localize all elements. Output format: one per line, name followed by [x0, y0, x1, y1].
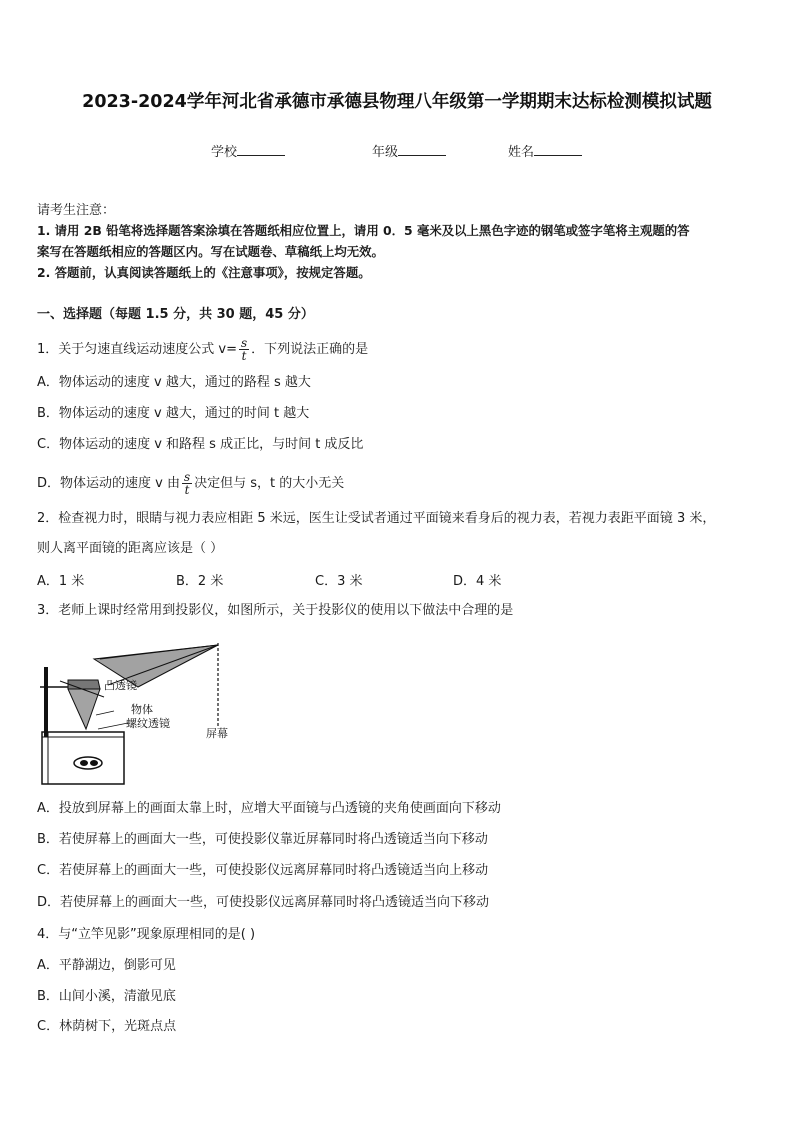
question-3-stem: 3．老师上课时经常用到投影仪，如图所示，关于投影仪的使用以下做法中合理的是	[37, 603, 514, 618]
q1-d-prefix: D．物体运动的速度 v 由	[37, 476, 180, 491]
q2-option-c: C．3 米	[315, 574, 363, 589]
q1-stem-prefix: 1．关于匀速直线运动速度公式 v=	[37, 342, 237, 357]
label-screen: 屏幕	[206, 728, 228, 740]
section-heading: 一、选择题（每题 1.5 分，共 30 题，45 分）	[37, 307, 314, 322]
projector-post	[44, 667, 48, 737]
q1-d-frac-denominator: t	[184, 483, 190, 497]
q1-option-a: A．物体运动的速度 v 越大，通过的路程 s 越大	[37, 375, 311, 390]
mirror-head	[68, 680, 100, 689]
notice-heading: 请考生注意：	[37, 203, 116, 218]
question-2-line-2: 则人离平面镜的距离应该是（ ）	[37, 541, 224, 556]
q2-option-d: D．4 米	[453, 574, 502, 589]
q3-option-c: C．若使屏幕上的画面大一些，可使投影仪远离屏幕同时将凸透镜适当向上移动	[37, 863, 489, 878]
q1-option-b: B．物体运动的速度 v 越大，通过的时间 t 越大	[37, 406, 310, 421]
grade-blank	[398, 142, 446, 156]
exam-title: 2023-2024学年河北省承德市承德县物理八年级第一学期期末达标检测模拟试题	[82, 92, 712, 112]
question-1-stem	[37, 337, 368, 362]
q2-option-a: A．1 米	[37, 574, 85, 589]
label-convex-lens: 凸透镜	[104, 680, 137, 692]
notice-line-2: 案写在答题纸相应的答题区内。写在试题卷、草稿纸上均无效。	[37, 244, 384, 259]
q4-option-c: C．林荫树下，光斑点点	[37, 1019, 177, 1034]
q1-d-suffix: 决定但与 s，t 的大小无关	[194, 476, 345, 491]
q1-stem-suffix: ．下列说法正确的是	[251, 342, 369, 357]
light-cone	[68, 689, 100, 729]
q4-option-b: B．山间小溪，清澈见底	[37, 989, 176, 1004]
projector-figure	[38, 637, 238, 787]
q4-option-a: A．平静湖边，倒影可见	[37, 958, 176, 973]
name-label: 姓名	[508, 145, 535, 160]
school-label: 学校	[211, 145, 238, 160]
q1-option-c: C．物体运动的速度 v 和路程 s 成正比，与时间 t 成反比	[37, 437, 364, 452]
q2-option-b: B．2 米	[176, 574, 224, 589]
q3-option-b: B．若使屏幕上的画面大一些，可使投影仪靠近屏幕同时将凸透镜适当向下移动	[37, 832, 488, 847]
label-object: 物体	[131, 704, 153, 716]
notice-line-3: 2. 答题前，认真阅读答题纸上的《注意事项》，按规定答题。	[37, 265, 371, 280]
question-2-line-1: 2．检查视力时，眼睛与视力表应相距 5 米远，医生让受试者通过平面镜来看身后的视力表，若视力表距平面镜 3 米，	[37, 511, 716, 526]
q1-formula-fraction	[239, 337, 249, 362]
q1-frac-denominator: t	[241, 349, 247, 363]
q1-frac-numerator: s	[241, 336, 248, 350]
q3-option-d: D．若使屏幕上的画面大一些，可使投影仪远离屏幕同时将凸透镜适当向下移动	[37, 895, 490, 910]
grade-field	[372, 141, 446, 160]
school-blank	[237, 142, 285, 156]
q1-option-d	[37, 471, 344, 496]
grade-label: 年级	[372, 145, 399, 160]
notice-line-1: 1. 请用 2B 铅笔将选择题答案涂填在答题纸相应位置上，请用 0．5 毫米及以上黑色字迹的钢笔或签字笔将主观题的答	[37, 223, 690, 238]
q1-d-fraction	[182, 471, 192, 496]
school-field	[211, 141, 285, 160]
q3-option-a: A．投放到屏幕上的画面太靠上时，应增大平面镜与凸透镜的夹角使画面向下移动	[37, 801, 501, 816]
q1-d-frac-numerator: s	[183, 470, 191, 484]
label-fresnel-lens: 螺纹透镜	[126, 718, 170, 730]
name-blank	[534, 142, 582, 156]
name-field	[508, 141, 582, 160]
question-4-stem: 4．与“立竿见影”现象原理相同的是( )	[37, 927, 256, 942]
